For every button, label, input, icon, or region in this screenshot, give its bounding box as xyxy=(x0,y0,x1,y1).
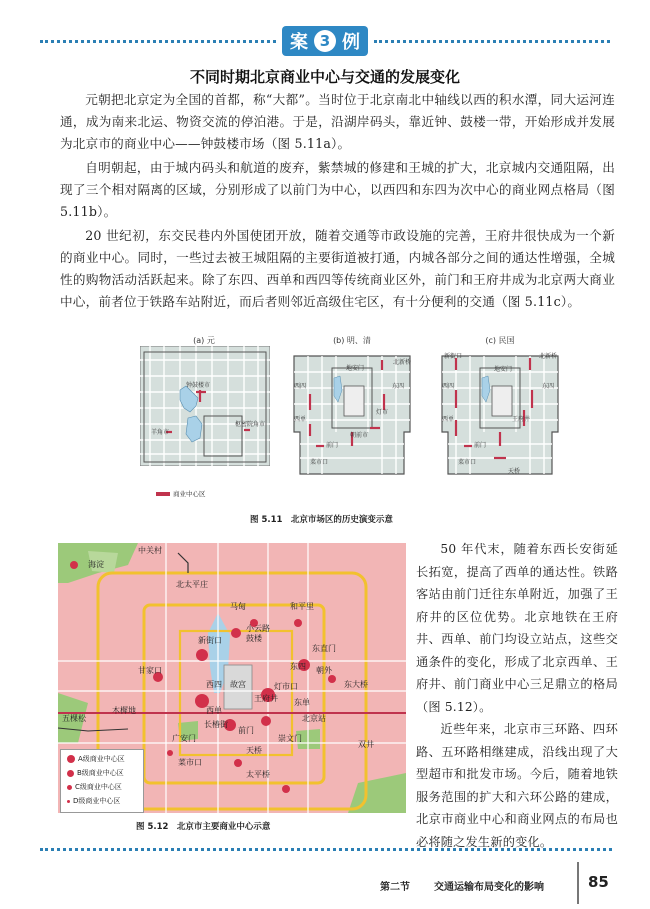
map-label-haidian: 海淀 xyxy=(88,560,104,569)
map-label-wukesong: 五棵松 xyxy=(62,714,86,723)
map-label-hepingli: 和平里 xyxy=(290,602,314,611)
case-label: 案 xyxy=(290,32,308,53)
page-number: 85 xyxy=(588,873,609,891)
c-label-xisi: 西四 xyxy=(441,383,454,390)
map-label-changchunjie: 长椿街 xyxy=(204,720,228,729)
paragraph-recent: 近些年来，北京市三环路、四环路、五环路相继建成，沿线出现了大型超市和批发市场。今后，随着地铁服务范围的扩大和六环公路的建成，北京市商业中心和商业网点的布局也必将随之发生新的变化。 xyxy=(416,722,618,849)
paragraph-republic: 20 世纪初，东交民巷内外国使团开放，随着交通等市政设施的完善，王府井很快成为一个新的商业中心。同时，一些过去被王城阻隔的主要街道被打通，内城各部分之间的通达性增强，全城性的购物活动活跃起来。除了东四、西单和西四等传统商业区外，前门和王府井成为北京两大商业中心，前者位于铁路车站附近，而后者则邻近高级住宅区，有十分便利的交通（图 5.11c）。 xyxy=(60,228,615,309)
a-label-yangshi: 羊角市 xyxy=(150,429,169,436)
c-label-caishikou: 菜市口 xyxy=(457,459,476,466)
map-label-dengshikou: 灯市口 xyxy=(274,682,298,691)
footer-chapter: 交通运输布局变化的影响 xyxy=(434,882,544,893)
case-number: 3 xyxy=(314,30,336,52)
header-dotted-line-left xyxy=(40,40,276,43)
map-label-gulou: 鼓楼 xyxy=(246,634,262,643)
fig512-legend xyxy=(60,749,144,813)
c-label-tianqiao: 天桥 xyxy=(507,468,520,475)
c-label-wangfujing: 王府井 xyxy=(511,416,530,423)
figure-5-12-caption: 图 5.12 北京市主要商业中心示意 xyxy=(136,822,271,832)
map-label-xinjiekou: 新街口 xyxy=(198,636,222,645)
b-label-dengshi: 灯市 xyxy=(375,409,388,416)
map-label-zhongguancun: 中关村 xyxy=(138,546,162,555)
map-label-shuangjing: 双井 xyxy=(358,740,374,749)
c-label-xinjiekou: 新街口 xyxy=(443,353,462,360)
map-label-caishikou: 菜市口 xyxy=(178,758,202,767)
map-label-chongwenmen: 崇文门 xyxy=(278,734,302,743)
map-label-taipingqiao: 太平桥 xyxy=(246,770,270,779)
map-label-gugong: 故宫 xyxy=(230,680,246,689)
c-label-qianmen: 前门 xyxy=(473,442,486,449)
case-title: 不同时期北京商业中心与交通的发展变化 xyxy=(189,68,460,86)
paragraph-1950s: 50 年代末，随着东西长安街延长拓宽，提高了西单的通达性。铁路客站由前门迁往东单附近，加强了王府井的区位优势。北京地铁在王府井、西单、前门均设立站点，这些交通条件的变化，形成了北京西单、王府井、前门商业中心三足鼎立的格局（图 5.12）。 xyxy=(416,542,618,714)
map-label-madian: 马甸 xyxy=(230,602,246,611)
panel-b-label: (b) 明、清 xyxy=(333,336,371,345)
map-label-ganjiakou: 甘家口 xyxy=(138,666,162,675)
legend-b-icon xyxy=(67,770,74,777)
a-label-zhonggulou: 钟鼓楼市 xyxy=(185,382,210,389)
map-label-guanganmen: 广安门 xyxy=(172,734,196,743)
b-label-caishikou: 菜市口 xyxy=(309,459,328,466)
panel-a-label: (a) 元 xyxy=(193,336,215,345)
legend-a xyxy=(67,754,125,764)
legend-d-icon xyxy=(67,800,70,803)
c-label-dianmen: 地安门 xyxy=(493,366,512,373)
map-label-dongdaqiao: 东大桥 xyxy=(344,680,368,689)
legend-b xyxy=(67,768,124,778)
figure-5-11-caption: 图 5.11 北京市场区的历史演变示意 xyxy=(250,515,393,525)
legend-a-icon xyxy=(67,755,75,763)
b-label-zhaoyang: 朝前市 xyxy=(349,432,368,439)
map-label-muxidi: 木樨地 xyxy=(112,706,136,715)
legend-d-text: D级商业中心区 xyxy=(73,797,121,805)
legend-swatch xyxy=(156,492,170,496)
c-label-beixinqiao: 北新桥 xyxy=(538,353,557,360)
legend-a-text: A级商业中心区 xyxy=(78,755,125,763)
legend-b-text: B级商业中心区 xyxy=(77,769,124,777)
map-label-tianqiao: 天桥 xyxy=(246,746,262,755)
legend-text: 商业中心区 xyxy=(173,490,206,498)
map-label-dongsi: 东四 xyxy=(290,662,306,671)
footer-divider xyxy=(577,862,579,904)
case-badge xyxy=(282,26,368,56)
b-label-qianmen: 前门 xyxy=(325,442,338,449)
legend-c-text: C级商业中心区 xyxy=(75,783,122,791)
map-label-qianmen: 前门 xyxy=(238,726,254,735)
b-label-beixinqiao: 北新桥 xyxy=(392,359,411,366)
paragraph-ming: 自明朝起，由于城内码头和航道的废弃，紫禁城的修建和王城的扩大，北京城内交通阻隔，出现了三个相对隔离的区域，分别形成了以前门为中心，以西四和东四为次中心的商业网点格局（图 5.11b）。 xyxy=(60,160,615,219)
paragraph-yuan: 元朝把北京定为全国的首都，称“大都”。当时位于北京南北中轴线以西的积水潭，同大运河连通，成为南来北运、物资交流的停泊港。于是，沿湖岸码头，靠近钟、鼓楼一带，开始形成并发展为北京市的商业中心——钟鼓楼市场（图 5.11a）。 xyxy=(60,92,615,151)
case-suffix: 例 xyxy=(342,32,360,53)
b-label-xidan: 西单 xyxy=(293,416,306,423)
map-label-beijingzhan: 北京站 xyxy=(302,714,326,723)
footer-section: 第二节 xyxy=(380,882,410,893)
legend-d xyxy=(67,796,120,806)
map-panel-yuan xyxy=(140,346,270,466)
map-label-dongdan: 东单 xyxy=(294,698,310,707)
c-label-dongsi: 东四 xyxy=(541,383,554,390)
panel-c-label: (c) 民国 xyxy=(485,336,515,345)
b-label-dianmen: 地安门 xyxy=(345,365,364,372)
map-label-wangfujing: 王府井 xyxy=(254,694,278,703)
beijing-commercial-map xyxy=(58,543,406,813)
map-label-dongzhimen: 东直门 xyxy=(312,644,336,653)
c-label-xidan: 西单 xyxy=(441,416,454,423)
map-label-beitaipingzhuang: 北太平庄 xyxy=(176,580,208,589)
b-label-xisi: 西四 xyxy=(293,383,306,390)
b-label-dongsi: 东四 xyxy=(391,383,404,390)
footer-dotted-line xyxy=(40,848,612,851)
legend-c-icon xyxy=(67,785,72,790)
map-label-xisi: 西四 xyxy=(206,680,222,689)
header-dotted-line-right xyxy=(374,40,610,43)
map-label-xidan: 西单 xyxy=(206,706,222,715)
map-label-xiaoyunlu: 小云路 xyxy=(246,624,270,633)
legend-c xyxy=(67,782,122,792)
map-label-chaowai: 朝外 xyxy=(316,666,332,675)
a-label-shuyuan: 枢密院角市 xyxy=(234,421,265,428)
